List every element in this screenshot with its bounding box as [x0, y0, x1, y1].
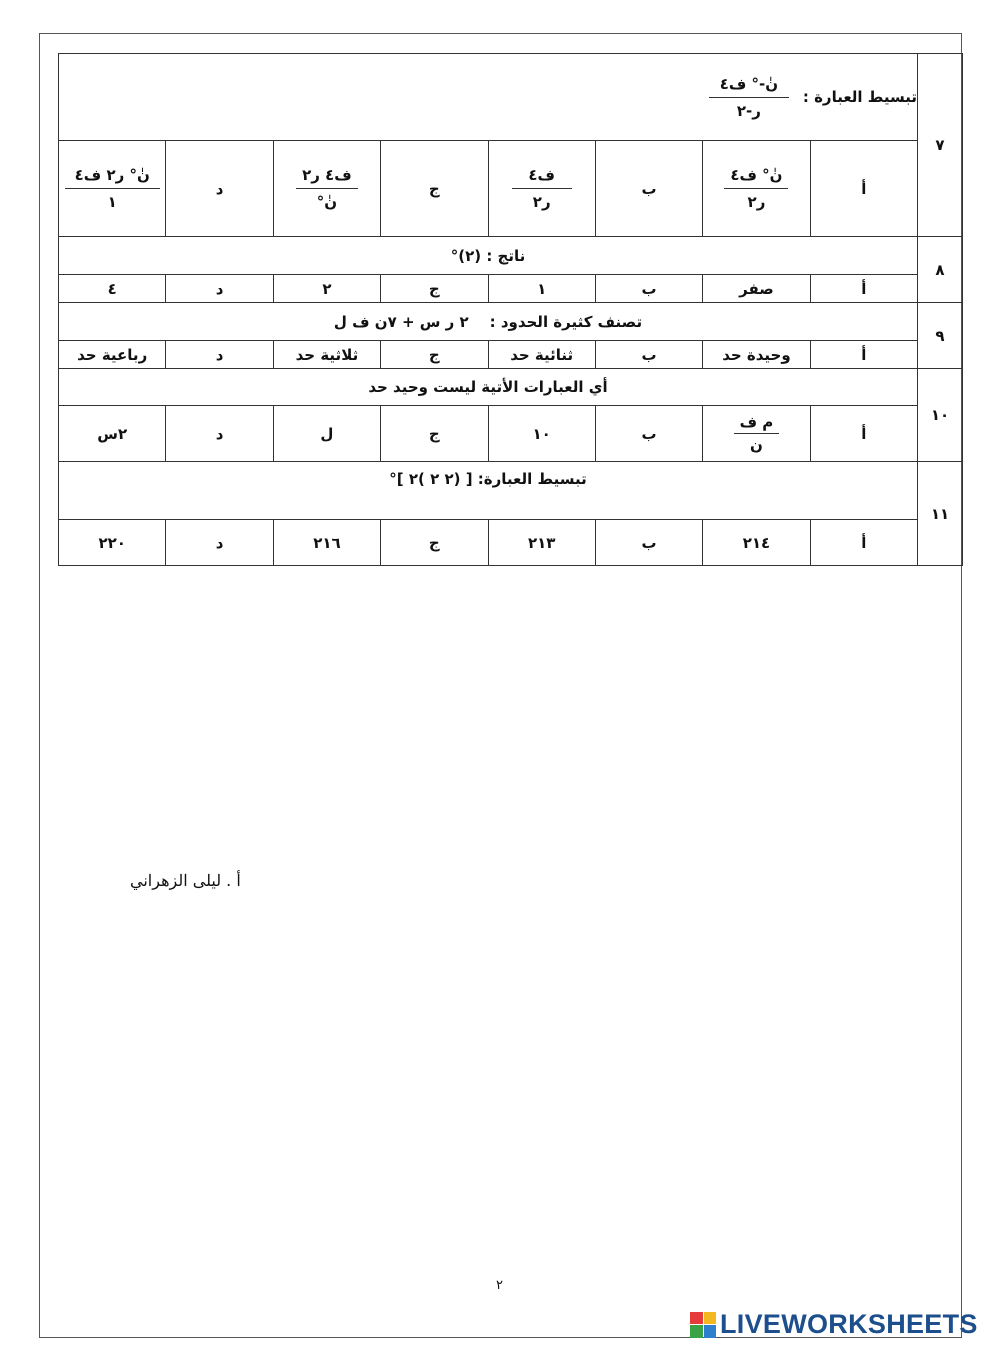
choice-answer[interactable]: ثنائية حد — [488, 341, 595, 369]
choice-answer[interactable]: صفر — [703, 275, 810, 303]
choice-answer[interactable]: ١٠ — [488, 406, 595, 462]
teacher-signature: أ . ليلى الزهراني — [130, 871, 241, 890]
choice-letter: أ — [810, 341, 917, 369]
question-7-stem-row — [59, 54, 963, 141]
question-7-choices-row — [59, 141, 963, 237]
choice-letter: ج — [381, 141, 488, 237]
liveworksheets-brand[interactable] — [690, 1309, 978, 1340]
choice-letter: ج — [381, 275, 488, 303]
choice-answer[interactable]: ٤ — [59, 275, 166, 303]
choice-answer[interactable]: ٢١٣ — [488, 520, 595, 566]
choice-answer[interactable]: رباعية حد — [59, 341, 166, 369]
choice-answer[interactable]: ٢١٦ — [273, 520, 380, 566]
choice-letter: ج — [381, 406, 488, 462]
choice-letter: د — [166, 406, 273, 462]
choice-answer[interactable] — [703, 406, 810, 462]
question-stem: تصنف كثيرة الحدود : ٢ ر س + ٧ن ف ل — [59, 303, 918, 341]
fraction-denominator: نٰ° — [316, 193, 338, 211]
choice-answer[interactable]: ٢س — [59, 406, 166, 462]
choice-letter: د — [166, 520, 273, 566]
fraction-numerator: م ف — [739, 413, 774, 431]
choice-letter: أ — [810, 406, 917, 462]
question-stem: تبسيط العبارة: [ (٢ ٢ )٢ ]° — [59, 462, 918, 520]
choice-answer[interactable]: ٢١٤ — [703, 520, 810, 566]
choice-letter: ب — [595, 141, 702, 237]
page-number: ٢ — [496, 1278, 503, 1293]
logo-square-yellow — [704, 1312, 717, 1325]
question-8-choices-row — [59, 275, 963, 303]
question-10-choices-row — [59, 406, 963, 462]
choice-answer[interactable] — [273, 141, 380, 237]
fraction-denominator: ن — [750, 436, 763, 454]
choice-letter: ب — [595, 406, 702, 462]
choice-letter: أ — [810, 275, 917, 303]
liveworksheets-logo-icon — [690, 1312, 716, 1338]
question-number: ٧ — [918, 54, 963, 237]
fraction-denominator: ١ — [107, 193, 117, 211]
choice-letter: أ — [810, 520, 917, 566]
question-stem: أي العبارات الأتية ليست وحيد حد — [59, 369, 918, 406]
choice-answer[interactable]: ثلاثية حد — [273, 341, 380, 369]
fraction-denominator: ر٢ — [532, 193, 551, 211]
stem-fraction — [709, 75, 789, 120]
question-number: ٩ — [918, 303, 963, 369]
logo-square-blue — [704, 1325, 717, 1338]
question-number: ١١ — [918, 462, 963, 566]
question-8-stem-row — [59, 237, 963, 275]
fraction-denominator: ر-٢ — [736, 101, 761, 120]
choice-answer[interactable]: وحيدة حد — [703, 341, 810, 369]
fraction-denominator: ر٢ — [747, 193, 766, 211]
choice-answer[interactable] — [703, 141, 810, 237]
choice-answer[interactable]: ٢ — [273, 275, 380, 303]
fraction-numerator: نٰ-° ف٤ — [719, 74, 779, 93]
choice-answer[interactable] — [488, 141, 595, 237]
logo-square-red — [690, 1312, 703, 1325]
choice-letter: د — [166, 341, 273, 369]
choice-answer[interactable]: ٢٢٠ — [59, 520, 166, 566]
choice-letter: ب — [595, 520, 702, 566]
question-9-choices-row — [59, 341, 963, 369]
brand-name: LIVEWORKSHEETS — [720, 1309, 978, 1339]
choice-letter: ب — [595, 341, 702, 369]
question-9-stem-row — [59, 303, 963, 341]
question-stem — [59, 54, 918, 141]
choice-answer[interactable] — [59, 141, 166, 237]
question-number: ١٠ — [918, 369, 963, 462]
choice-letter: ج — [381, 520, 488, 566]
question-number: ٨ — [918, 237, 963, 303]
question-10-stem-row — [59, 369, 963, 406]
choice-letter: د — [166, 141, 273, 237]
logo-square-green — [690, 1325, 703, 1338]
quiz-table — [58, 53, 963, 566]
choice-letter: أ — [810, 141, 917, 237]
choice-letter: ب — [595, 275, 702, 303]
question-11-stem-row — [59, 462, 963, 520]
fraction-numerator: نٰ° ف٤ — [730, 166, 783, 184]
choice-answer[interactable]: ل — [273, 406, 380, 462]
question-11-choices-row — [59, 520, 963, 566]
choice-answer[interactable]: ١ — [488, 275, 595, 303]
question-stem: ناتج : (٢)° — [59, 237, 918, 275]
fraction-numerator: ف٤ — [528, 166, 555, 184]
choice-letter: د — [166, 275, 273, 303]
stem-label: تبسيط العبارة : — [802, 88, 917, 106]
fraction-numerator: نٰ° ر٢ ف٤ — [74, 166, 150, 184]
choice-letter: ج — [381, 341, 488, 369]
fraction-numerator: ف٤ ر٢ — [302, 166, 352, 184]
